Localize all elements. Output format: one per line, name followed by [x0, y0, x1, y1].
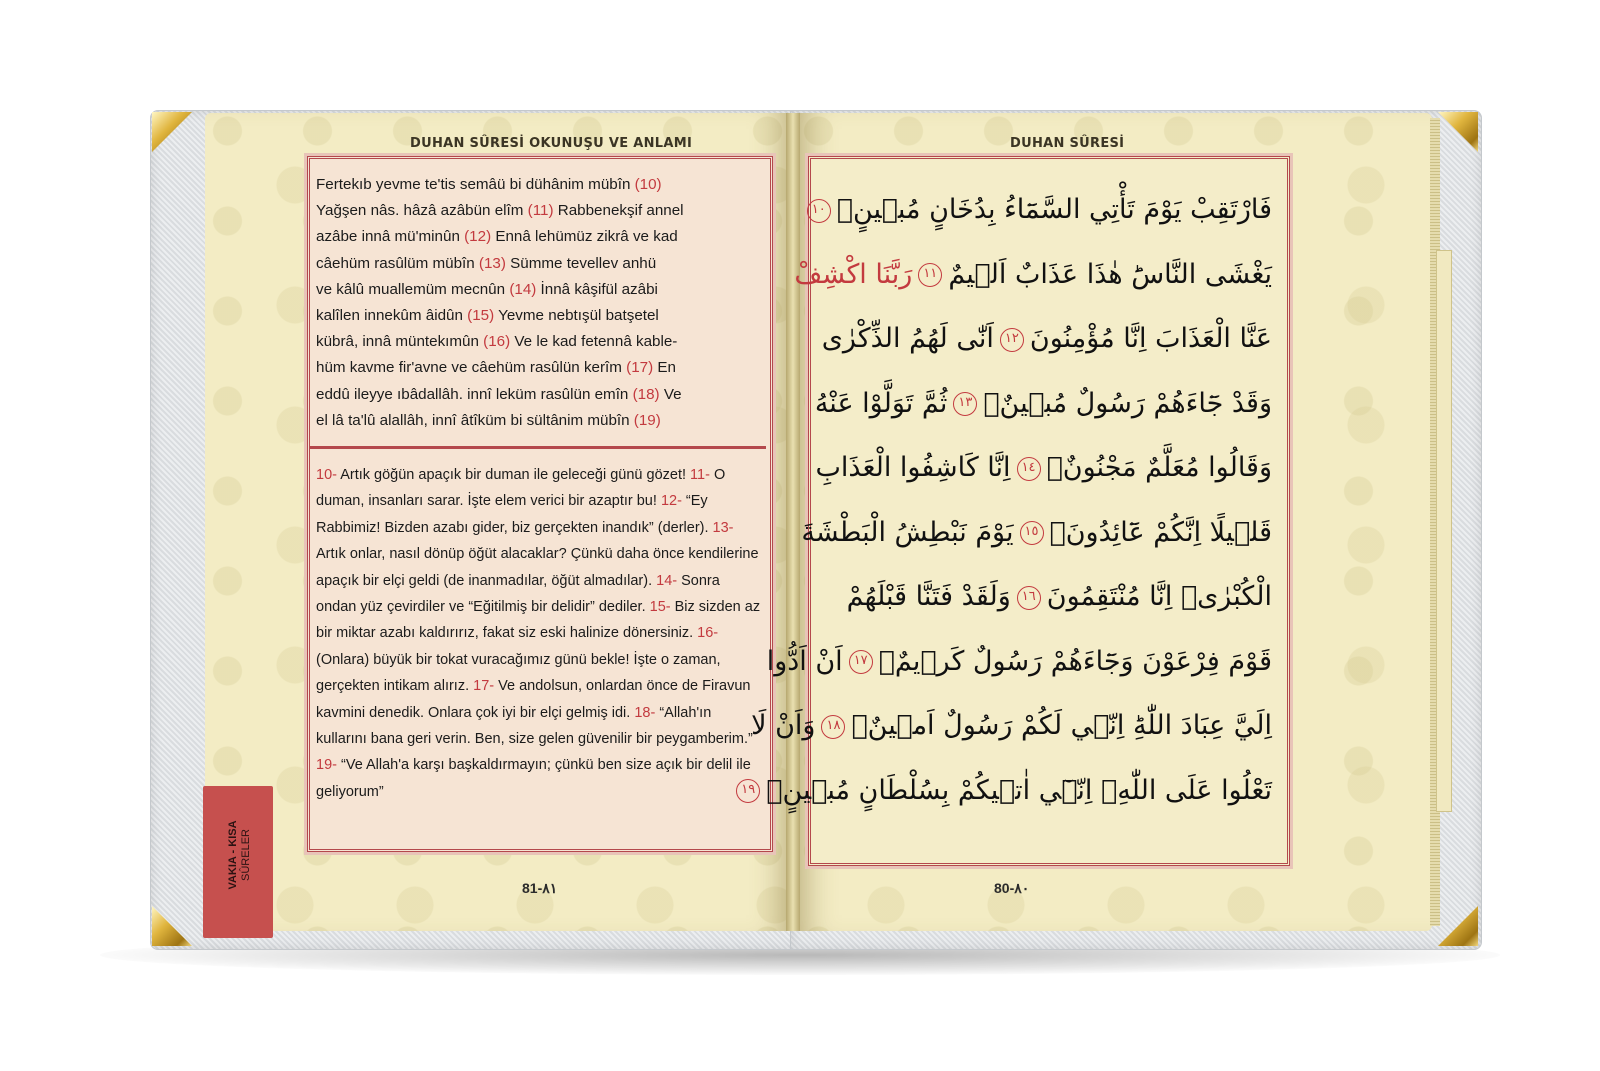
transliteration-block	[316, 172, 764, 434]
transliteration-text: Fertekıb yevme te'tis semâü bi dühânim mübîn	[316, 176, 635, 193]
arabic-line	[801, 501, 1272, 566]
transliteration-text: kalîlen innekûm âidûn	[316, 307, 468, 325]
meaning-text: (Onlara) büyük bir tokat vuracağımız günü bekle! İşte o zaman, gerçekten intikam alırız.	[316, 651, 721, 695]
meaning-verse-number: 17-	[473, 678, 495, 695]
transliteration-line	[316, 172, 764, 198]
transliteration-text: Ennâ lehümüz zikrâ ve kad	[491, 228, 678, 246]
arabic-line	[815, 436, 1272, 501]
transliteration-line	[316, 329, 764, 355]
arabic-text: وَقَالُوا مُعَلَّمٌ مَجْنُونٌۢ	[1046, 452, 1272, 483]
meaning-verse-number: 13-	[712, 519, 734, 536]
meaning-text: “Allah'ın kullarını bana geri verin. Ben, size gelen güvenilir bir peygamberim.”	[316, 704, 753, 748]
transliteration-text: Sümme tevellev anhü	[505, 254, 657, 272]
transliteration-text: Ve le kad fetennâ kable-	[510, 333, 678, 351]
transliteration-text: En	[653, 359, 676, 377]
transliteration-line	[316, 251, 764, 277]
transliteration-line	[316, 355, 764, 381]
right-page-header: DUHAN SÛRESİ	[1010, 136, 1125, 151]
meaning-verse-number: 18-	[634, 704, 656, 721]
arabic-text: تَعْلُوا عَلَى اللّٰهِۚ اِنّ۪ٓي اٰت۪يكُمْ بِسُلْطَانٍ مُب۪ينٍۚ	[766, 774, 1272, 806]
arabic-text: اَنّٰى لَهُمُ الذِّكْرٰى	[821, 323, 994, 354]
arabic-text: فَارْتَقِبْ يَوْمَ تَأْتِي السَّمَٓاءُ بِدُخَانٍ مُب۪ينٍۙ	[836, 194, 1272, 225]
arabic-text: قَل۪يلًا اِنَّكُمْ عَٓائِدُونَۢ	[1049, 516, 1272, 548]
verse-number: (10)	[634, 176, 662, 193]
arabic-line	[766, 630, 1272, 695]
transliteration-text: kübrâ, innâ müntekımûn	[316, 333, 484, 351]
ayah-marker-icon: ١٩	[736, 779, 760, 803]
arabic-text: الْكُبْرٰىۚ اِنَّا مُنْتَقِمُونَ	[1046, 581, 1272, 612]
arabic-text: وَلَقَدْ فَتَنَّا قَبْلَهُمْ	[846, 581, 1011, 612]
ayah-marker-icon: ١٦	[1017, 586, 1041, 610]
verse-number: (18)	[632, 385, 660, 403]
transliteration-line	[316, 303, 764, 329]
arabic-text: اَنْ اَدُّوا	[766, 645, 843, 677]
meaning-block	[316, 462, 764, 805]
arabic-line	[820, 565, 1272, 630]
meaning-verse-number: 14-	[656, 572, 678, 589]
transliteration-text: İnnâ kâşifül azâbi	[536, 280, 658, 298]
verse-number: (16)	[483, 333, 511, 351]
arabic-text: اِلَيَّ عِبَادَ اللّٰهِؕ اِنّ۪ي لَكُمْ رَسُولٌ اَم۪ينٌۙ	[851, 710, 1272, 741]
meaning-verse-number: 12-	[660, 493, 682, 510]
transliteration-text: Rabbenekşif annel	[553, 202, 684, 220]
transliteration-text: azâbe innâ mü'minûn	[316, 228, 465, 246]
ayah-marker-icon: ١٥	[1020, 521, 1044, 545]
meaning-text: O duman, insanları sarar. İşte elem verici bir azaptır bu!	[316, 467, 726, 510]
arabic-text: قَوْمَ فِرْعَوْنَ وَجَٓاءَهُمْ رَسُولٌ كَر۪يمٌۙ	[878, 645, 1272, 677]
side-tab-label	[227, 815, 253, 895]
transliteration-line	[316, 277, 764, 303]
meaning-text: Artık göğün apaçık bir duman ile geleceği günü gözet!	[336, 467, 691, 483]
transliteration-text: Yağşen nâs. hâzâ azâbün elîm	[316, 202, 528, 220]
arabic-line	[814, 372, 1272, 437]
arabic-line	[741, 759, 1272, 824]
transliteration-text: câehüm rasûlüm mübîn	[316, 254, 479, 272]
ayah-marker-icon: ١٨	[821, 715, 845, 739]
page-index-tabs	[1436, 250, 1452, 812]
side-tab-line1: VAKIA - KISA	[227, 820, 239, 890]
arabic-text: وَقَدْ جَٓاءَهُمْ رَسُولٌ مُب۪ينٌۙ	[983, 387, 1272, 419]
arabic-line	[811, 178, 1272, 243]
verse-number: (11)	[527, 202, 554, 220]
arabic-text: وَاَنْ لَا	[751, 710, 816, 741]
right-page-number: 80-٨٠	[994, 880, 1030, 896]
meaning-verse-number: 19-	[316, 757, 337, 774]
verse-number: (12)	[464, 228, 492, 246]
arabic-text-block	[741, 178, 1272, 823]
meaning-text: “Ve Allah'a karşı başkaldırmayın; çünkü ben size açık bir delil ile geliyorum”	[316, 757, 751, 800]
left-page-number: 81-٨١	[522, 880, 558, 896]
transliteration-text: eddû ileyye ıbâdallâh. innî leküm rasûlün emîn	[316, 385, 633, 403]
arabic-text: يَغْشَى النَّاسَؕ هٰذَا عَذَابٌ اَل۪يمٌ	[948, 258, 1272, 290]
meaning-text: “Ey Rabbimiz! Bizden azabı gider, biz gerçekten inandık” (derler).	[316, 493, 713, 536]
arabic-text: رَبَّنَا اكْشِفْ	[794, 258, 913, 290]
arabic-text: ثُمَّ تَوَلَّوْا عَنْهُ	[814, 387, 948, 419]
transliteration-text: el lâ ta'lû alallâh, innî âtîküm bi sültânim mübîn	[316, 411, 634, 429]
transliteration-line	[316, 224, 764, 250]
meaning-text: Biz sizden az bir miktar azabı kaldırırız, fakat siz eski halinize dönersiniz.	[316, 599, 761, 642]
transliteration-text: Yevme nebtışül batşetel	[494, 307, 659, 325]
verse-number: (15)	[467, 307, 495, 325]
ayah-marker-icon: ١٠	[807, 199, 831, 223]
section-divider	[310, 446, 766, 449]
arabic-line	[794, 243, 1272, 308]
ayah-marker-icon: ١٢	[1000, 328, 1024, 352]
meaning-text: Sonra ondan yüz çevirdiler ve “Eğitilmiş bir delidir” dediler.	[316, 572, 720, 616]
ayah-marker-icon: ١٣	[953, 392, 977, 416]
meaning-verse-number: 16-	[697, 625, 719, 642]
transliteration-line	[316, 382, 764, 408]
meaning-verse-number: 15-	[649, 599, 671, 616]
arabic-text: عَنَّا الْعَذَابَ اِنَّا مُؤْمِنُونَ	[1029, 323, 1272, 354]
ayah-marker-icon: ١١	[918, 263, 942, 287]
arabic-text: اِنَّا كَاشِفُوا الْعَذَابِ	[815, 452, 1011, 483]
arabic-line	[751, 694, 1272, 759]
left-page-header: DUHAN SÛRESİ OKUNUŞU VE ANLAMI	[410, 136, 693, 151]
meaning-text: Ve andolsun, onlardan önce de Firavun kavmini denedik. Onlara çok iyi bir elçi gelmiş idi.	[316, 678, 751, 721]
verse-number: (19)	[633, 411, 661, 429]
meaning-verse-number: 11-	[690, 467, 710, 483]
transliteration-text: Ve	[659, 385, 682, 403]
meaning-text: Artık onlar, nasıl dönüp öğüt alacaklar? Çünkü daha önce kendilerine apaçık bir elçi geldi (de inanmadılar, öğüt almadılar).	[316, 546, 759, 589]
transliteration-line	[316, 408, 764, 434]
ayah-marker-icon: ١٧	[849, 650, 873, 674]
verse-number: (13)	[478, 254, 506, 272]
ayah-marker-icon: ١٤	[1017, 457, 1041, 481]
transliteration-line	[316, 198, 764, 224]
side-tab-line2: SÛRELER	[240, 829, 252, 881]
arabic-line	[820, 307, 1272, 372]
transliteration-text: hüm kavme fir'avne ve câehüm rasûlün kerîm	[316, 359, 627, 377]
meaning-verse-number: 10-	[316, 467, 337, 483]
verse-number: (14)	[509, 280, 537, 298]
verse-number: (17)	[626, 359, 654, 377]
arabic-text: يَوْمَ نَبْطِشُ الْبَطْشَةَ	[801, 516, 1014, 548]
transliteration-text: ve kâlû muallemüm mecnûn	[316, 280, 510, 298]
